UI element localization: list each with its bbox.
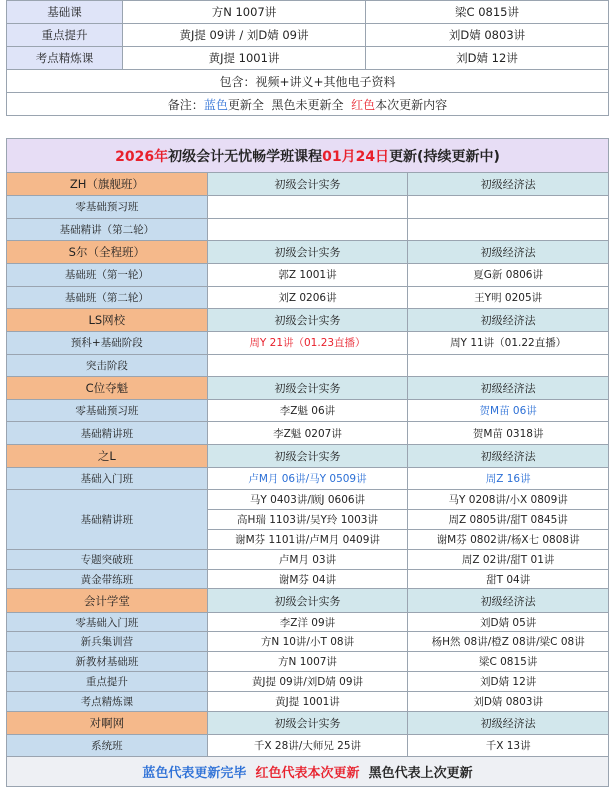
subject-law: 初级经济法 — [408, 240, 609, 263]
cell-law: 刘D婧 0803讲 — [408, 691, 609, 711]
cell-law: 刘D婧 12讲 — [366, 47, 609, 70]
note-prefix: 备注： — [167, 97, 204, 112]
title-date: 01月24日 — [322, 148, 390, 165]
cell-law: 甜T 04讲 — [408, 569, 609, 589]
table-row — [7, 569, 609, 589]
table-row — [7, 422, 609, 444]
cell-law: 马Y 0208讲/小X 0809讲 — [408, 490, 609, 510]
row-label: 基础班（第一轮） — [7, 264, 208, 286]
cell-accounting — [207, 218, 408, 240]
cell-accounting: 卢M月 06讲/马Y 0509讲 — [207, 468, 408, 490]
cell-law: 贺M苗 06讲 — [408, 400, 609, 422]
includes-text: 包含：视频+讲义+其他电子资料 — [7, 70, 609, 93]
cell-accounting: 黄J提 1001讲 — [123, 47, 366, 70]
cell-law: 刘D婧 05讲 — [408, 612, 609, 632]
cell-accounting: 方N 1007讲 — [123, 1, 366, 24]
row-label: 新教材基础班 — [7, 652, 208, 672]
cell-accounting: 刘Z 0206讲 — [207, 286, 408, 308]
cell-accounting: 高H瑞 1103讲/吴Y玲 1003讲 — [207, 510, 408, 530]
row-label: 新兵集训营 — [7, 632, 208, 652]
cell-accounting: 李Z洋 09讲 — [207, 612, 408, 632]
subject-law: 初级经济法 — [408, 444, 609, 467]
cell-law: 王Y明 0205讲 — [408, 286, 609, 308]
table-row — [7, 332, 609, 354]
subject-accounting: 初级会计实务 — [207, 173, 408, 196]
table-row — [7, 490, 609, 510]
note-row — [7, 93, 609, 116]
cell-accounting: 谢M芬 1101讲/卢M月 0409讲 — [207, 530, 408, 550]
cell-law: 杨H然 08讲/橙Z 08讲/梁C 08讲 — [408, 632, 609, 652]
cell-law: 谢M芬 0802讲/杨X七 0808讲 — [408, 530, 609, 550]
row-label: 基础班（第二轮） — [7, 286, 208, 308]
table-row — [7, 468, 609, 490]
row-label: 基础入门班 — [7, 468, 208, 490]
cell-accounting: 李Z魁 0207讲 — [207, 422, 408, 444]
course-table — [6, 138, 609, 787]
cell-law: 夏G新 0806讲 — [408, 264, 609, 286]
cell-law: 贺M苗 0318讲 — [408, 422, 609, 444]
row-label: 基础精讲（第二轮） — [7, 218, 208, 240]
table-row — [7, 286, 609, 308]
row-label: 黄金带练班 — [7, 569, 208, 589]
cell-accounting: 卢M月 03讲 — [207, 549, 408, 569]
note-red: 红色 — [351, 97, 376, 112]
cell-accounting: 马Y 0403讲/顾J 0606讲 — [207, 490, 408, 510]
legend-note — [7, 93, 609, 116]
cell-accounting: 千X 28讲/大师兄 25讲 — [207, 734, 408, 756]
table-row — [7, 400, 609, 422]
row-label: 预科+基础阶段 — [7, 332, 208, 354]
subject-accounting: 初级会计实务 — [207, 376, 408, 399]
subject-accounting: 初级会计实务 — [207, 444, 408, 467]
cell-accounting: 李Z魁 06讲 — [207, 400, 408, 422]
row-label: 零基础预习班 — [7, 400, 208, 422]
subject-law: 初级经济法 — [408, 376, 609, 399]
title-row — [7, 139, 609, 173]
title-main: 初级会计无忧畅学班课程 — [168, 148, 323, 165]
section-label: LS网校 — [7, 308, 208, 331]
subject-accounting: 初级会计实务 — [207, 711, 408, 734]
cell-law: 周Z 0805讲/甜T 0845讲 — [408, 510, 609, 530]
cell-accounting: 方N 10讲/小T 08讲 — [207, 632, 408, 652]
cell-accounting: 黄J提 09讲 / 刘D婧 09讲 — [123, 24, 366, 47]
row-label: 专题突破班 — [7, 549, 208, 569]
row-label: 考点精炼课 — [7, 47, 123, 70]
table-row — [7, 612, 609, 632]
section-label: ZH（旗舰班） — [7, 173, 208, 196]
cell-law — [408, 354, 609, 376]
table-row — [7, 652, 609, 672]
cell-law: 周Z 16讲 — [408, 468, 609, 490]
cell-law: 梁C 0815讲 — [408, 652, 609, 672]
top-table-panel — [6, 0, 609, 116]
cell-accounting: 方N 1007讲 — [207, 652, 408, 672]
footer-blue: 蓝色代表更新完毕 — [142, 766, 247, 782]
footer-black: 黑色代表上次更新 — [368, 766, 473, 782]
section-label: 对啊网 — [7, 711, 208, 734]
table-row — [7, 691, 609, 711]
footer-legend — [7, 757, 609, 787]
row-label: 基础精讲班 — [7, 422, 208, 444]
cell-law: 刘D婧 12讲 — [408, 672, 609, 692]
note-blue: 蓝色 — [203, 97, 228, 112]
table-row — [7, 734, 609, 756]
cell-law: 刘D婧 0803讲 — [366, 24, 609, 47]
cell-law: 千X 13讲 — [408, 734, 609, 756]
subject-law: 初级经济法 — [408, 589, 609, 612]
course-table-panel — [6, 138, 609, 787]
table-title — [7, 139, 609, 173]
cell-accounting: 郭Z 1001讲 — [207, 264, 408, 286]
footer-red: 红色代表本次更新 — [255, 766, 360, 782]
subject-law: 初级经济法 — [408, 711, 609, 734]
section-header-ls — [7, 308, 609, 331]
cell-accounting: 周Y 21讲（01.23直播） — [207, 332, 408, 354]
table-row — [7, 47, 609, 70]
table-row — [7, 24, 609, 47]
table-row — [7, 549, 609, 569]
table-row — [7, 1, 609, 24]
subject-accounting: 初级会计实务 — [207, 589, 408, 612]
row-label: 基础课 — [7, 1, 123, 24]
note-blue-text: 更新全 — [227, 97, 264, 112]
cell-law — [408, 196, 609, 218]
section-label: 之L — [7, 444, 208, 467]
row-label: 突击阶段 — [7, 354, 208, 376]
cell-law — [408, 218, 609, 240]
section-header-kuaijixuetang — [7, 589, 609, 612]
row-label: 重点提升 — [7, 24, 123, 47]
section-label: C位夺魁 — [7, 376, 208, 399]
note-red-text: 本次更新内容 — [375, 97, 448, 112]
title-suffix: 更新(持续更新中) — [389, 148, 500, 165]
cell-law: 周Z 02讲/甜T 01讲 — [408, 549, 609, 569]
cell-accounting — [207, 354, 408, 376]
cell-law: 梁C 0815讲 — [366, 1, 609, 24]
cell-law: 周Y 11讲（01.22直播） — [408, 332, 609, 354]
row-label: 零基础入门班 — [7, 612, 208, 632]
subject-accounting: 初级会计实务 — [207, 308, 408, 331]
section-header-duiawang — [7, 711, 609, 734]
cell-accounting: 黄J提 09讲/刘D婧 09讲 — [207, 672, 408, 692]
section-header-zhil — [7, 444, 609, 467]
table-row — [7, 196, 609, 218]
top-table — [6, 0, 609, 116]
section-header-cwei — [7, 376, 609, 399]
title-year: 2026年 — [115, 148, 169, 165]
row-label: 零基础预习班 — [7, 196, 208, 218]
row-label: 重点提升 — [7, 672, 208, 692]
row-label: 系统班 — [7, 734, 208, 756]
includes-row — [7, 70, 609, 93]
footer-row — [7, 757, 609, 787]
row-label: 基础精讲班 — [7, 490, 208, 549]
cell-accounting — [207, 196, 408, 218]
row-label: 考点精炼课 — [7, 691, 208, 711]
note-black: 黑色 — [271, 97, 296, 112]
section-header-zh — [7, 173, 609, 196]
section-header-s — [7, 240, 609, 263]
table-row — [7, 632, 609, 652]
note-black-text: 未更新全 — [295, 97, 344, 112]
table-row — [7, 354, 609, 376]
table-row — [7, 264, 609, 286]
cell-accounting: 谢M芬 04讲 — [207, 569, 408, 589]
subject-law: 初级经济法 — [408, 173, 609, 196]
section-label: S尔（全程班） — [7, 240, 208, 263]
subject-accounting: 初级会计实务 — [207, 240, 408, 263]
cell-accounting: 黄J提 1001讲 — [207, 691, 408, 711]
table-row — [7, 218, 609, 240]
subject-law: 初级经济法 — [408, 308, 609, 331]
table-row — [7, 672, 609, 692]
section-label: 会计学堂 — [7, 589, 208, 612]
